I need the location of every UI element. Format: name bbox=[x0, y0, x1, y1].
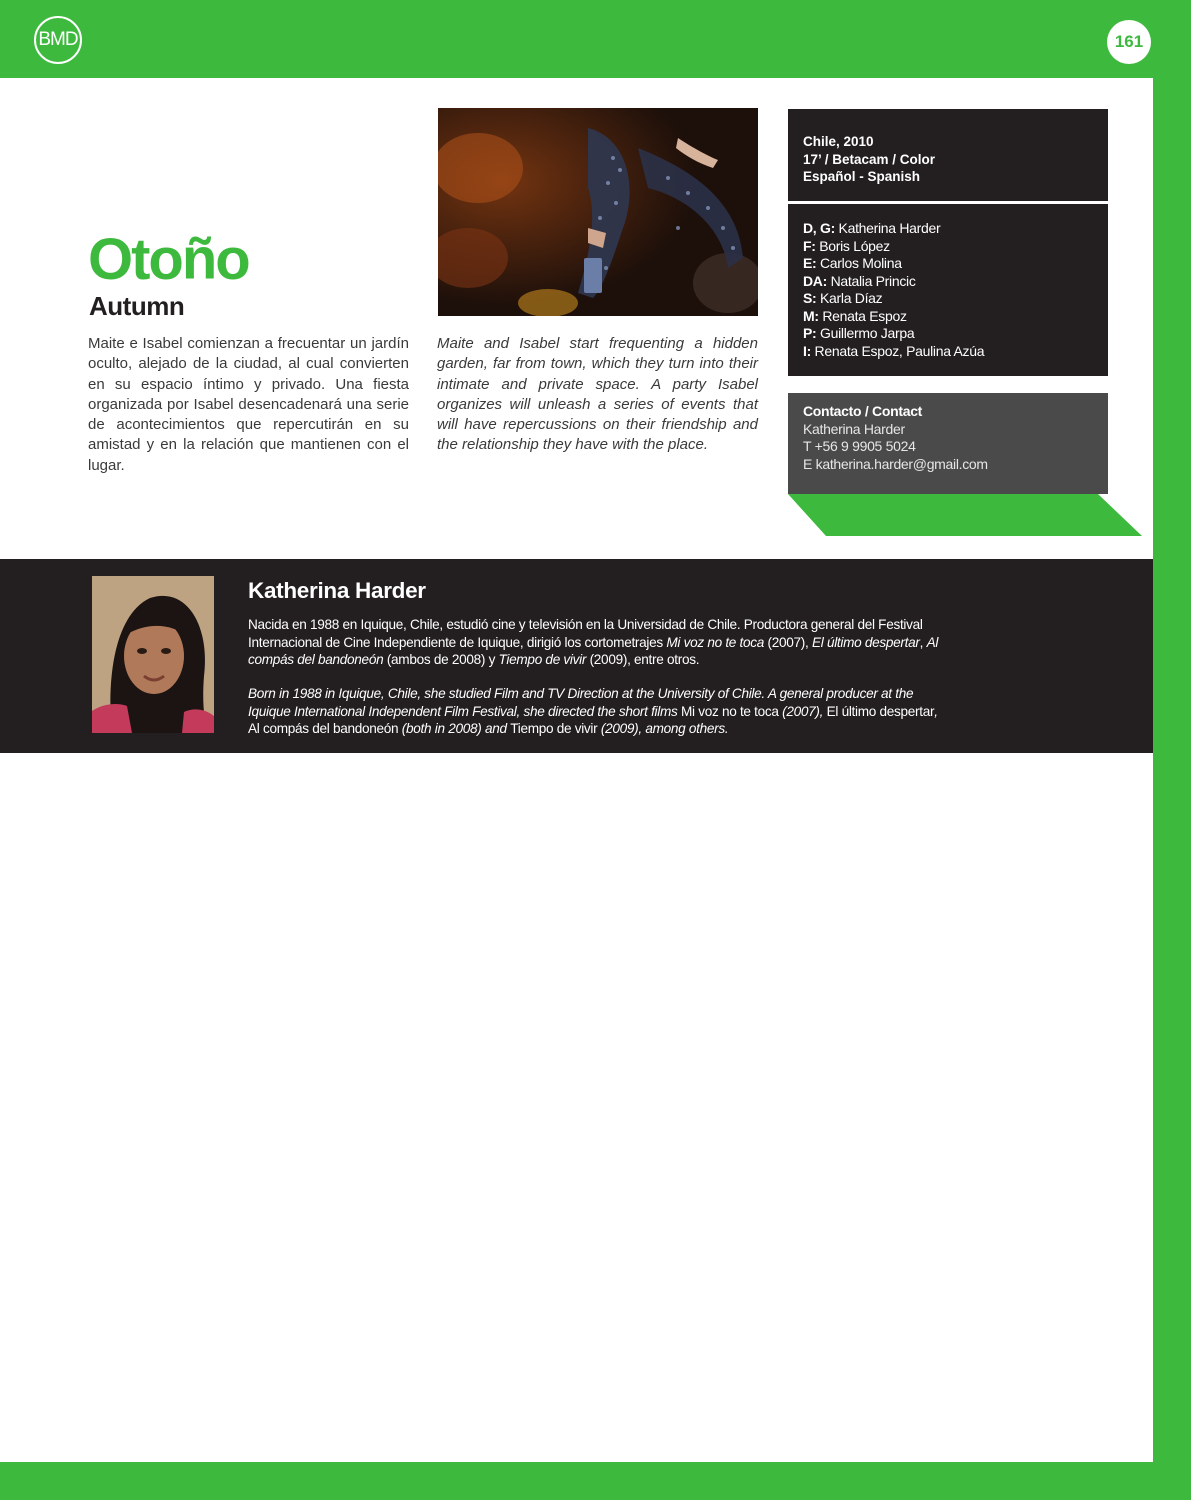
director-band bbox=[0, 559, 1153, 753]
director-portrait-graphic bbox=[92, 576, 214, 733]
film-title-es: Otoño bbox=[88, 227, 249, 292]
tech-format: 17’ / Betacam / Color bbox=[803, 151, 936, 167]
tech-language: Español - Spanish bbox=[803, 169, 921, 185]
page-number-badge bbox=[1107, 20, 1151, 64]
synopsis-en: Maite and Isabel start frequenting a hidden garden, far from town, which they turn into their intimate and private space. A party Isabel organizes will unleash a series of events that will have repercussions on their friendship and the relationship they have with the place. bbox=[437, 335, 758, 454]
film-title-en: Autumn bbox=[89, 291, 185, 321]
director-name: Katherina Harder bbox=[248, 578, 426, 603]
crew-item: M: Renata Espoz bbox=[803, 307, 907, 324]
logo-text: BMD bbox=[38, 29, 78, 50]
crew-item: S: Karla Díaz bbox=[803, 290, 883, 306]
director-bio-en: Born in 1988 in Iquique, Chile, she studied Film and TV Direction at the University of Chile. A general producer at the Iquique International Independent Film Festival, she directed the short films Mi voz no te toca (2007), El último despertar, Al compás del bandoneón (both in 2008) and Tiempo de vivir (2009), among others. bbox=[248, 686, 938, 737]
page-number: 161 bbox=[1114, 32, 1144, 51]
crew-panel bbox=[788, 204, 1108, 376]
crew-item: D, G: Katherina Harder bbox=[803, 220, 941, 236]
crew-list bbox=[803, 220, 984, 360]
tech-country-year: Chile, 2010 bbox=[803, 134, 874, 149]
crew-item: DA: Natalia Princic bbox=[803, 272, 916, 289]
crew-item: E: Carlos Molina bbox=[803, 255, 902, 271]
director-photo bbox=[92, 576, 214, 733]
synopsis-es: Maite e Isabel comienzan a frecuentar un jardín oculto, alejado de la ciudad, al cual convierten en su espacio íntimo y privado. Una fiesta organizada por Isabel desencadenará una serie de acontecimientos que repercutirán en su amistad y en la relación que mantienen con el lugar. bbox=[88, 335, 409, 474]
film-still-image bbox=[438, 108, 758, 316]
crew-item: I: Renata Espoz, Paulina Azúa bbox=[803, 342, 985, 359]
contact-phone: T +56 9 9905 5024 bbox=[803, 438, 916, 455]
crew-item: F: Boris López bbox=[803, 237, 890, 254]
logo-badge bbox=[34, 16, 82, 64]
crew-item: P: Guillermo Jarpa bbox=[803, 325, 915, 341]
decorative-green-tab bbox=[788, 494, 1142, 536]
contact-name: Katherina Harder bbox=[803, 420, 905, 437]
contact-heading: Contacto / Contact bbox=[803, 403, 923, 419]
contact-panel bbox=[788, 393, 1108, 494]
director-bio-es: Nacida en 1988 en Iquique, Chile, estudió cine y televisión en la Universidad de Chile. Productora general del Festival Internacional de Cine Independiente de Iquique, dirigió los cortometrajes Mi voz no te toca (2007), El último despertar, Al compás del bandoneón (ambos de 2008) y Tiempo de vivir (2009), entre otros. bbox=[248, 617, 939, 668]
tech-info-panel bbox=[788, 109, 1108, 201]
contact-email[interactable]: E katherina.harder@gmail.com bbox=[803, 455, 988, 472]
film-still-graphic bbox=[438, 108, 758, 316]
